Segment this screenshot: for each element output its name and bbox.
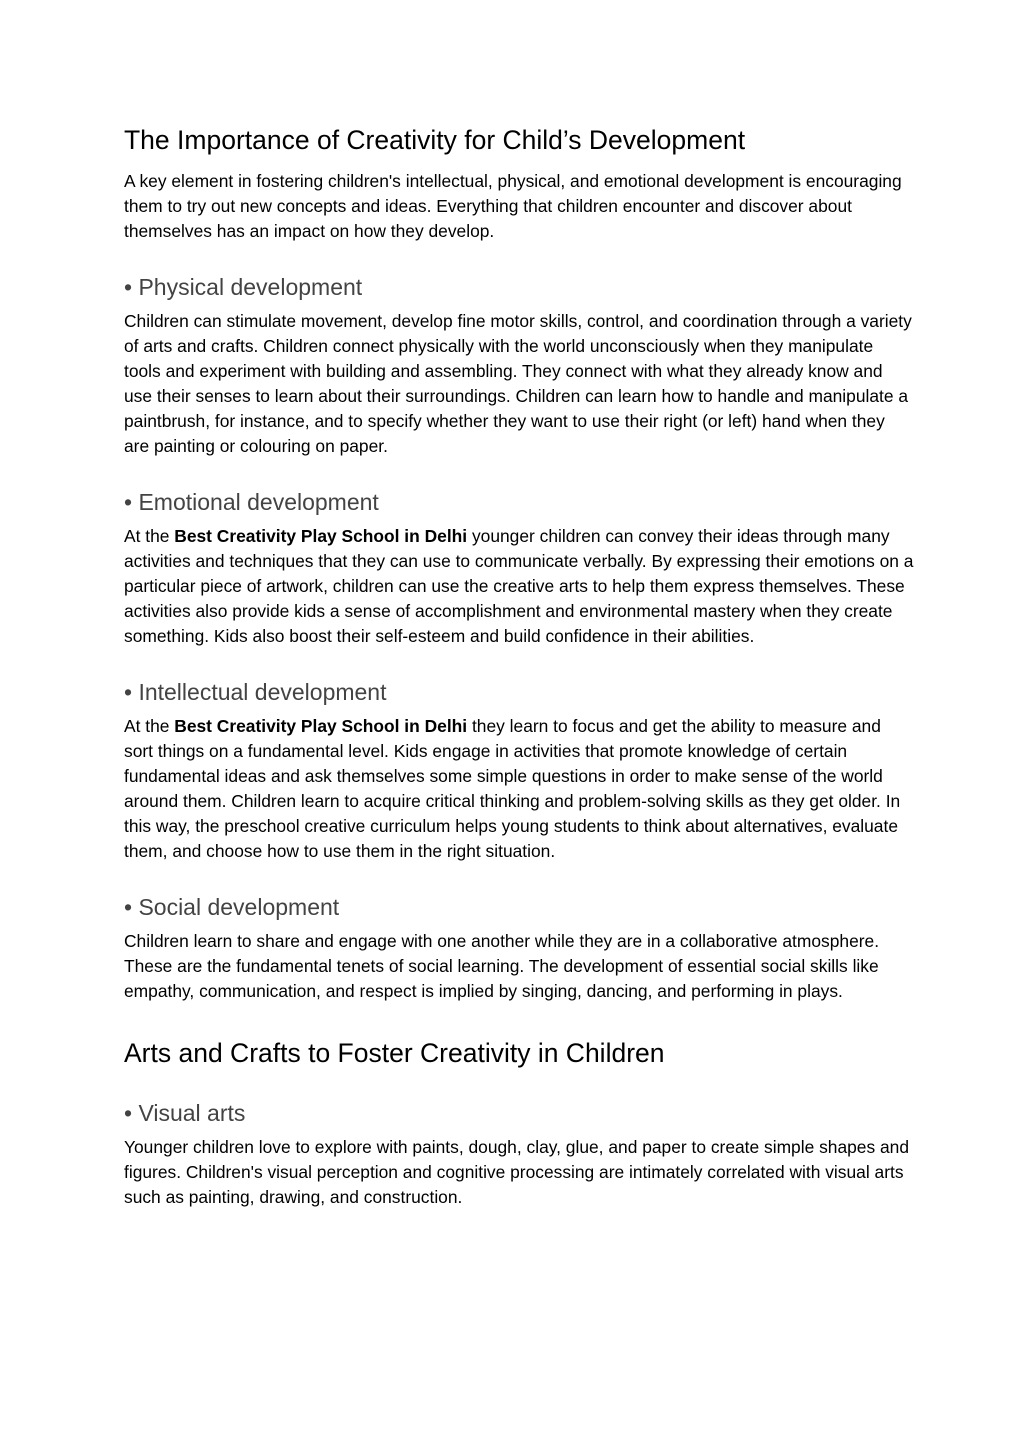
emotional-prefix: At the	[124, 526, 175, 546]
emotional-development-paragraph	[124, 524, 914, 649]
document-page	[124, 124, 914, 1210]
emotional-development-heading: • Emotional development	[124, 489, 379, 515]
intellectual-development-paragraph	[124, 714, 914, 864]
intellectual-development-heading: • Intellectual development	[124, 679, 387, 705]
visual-arts-heading: • Visual arts	[124, 1100, 246, 1126]
page-title: The Importance of Creativity for Child’s Development	[124, 125, 746, 155]
emotional-body: younger children can convey their ideas through many activities and techniques that they can use to communicate verbally. By expressing their emotions on a particular piece of artwork, children can use the creative arts to help them express themselves. These activities also provide kids a sense of accomplishment and environmental mastery when they create something. Kids also boost their self-esteem and build confidence in their abilities.	[124, 526, 914, 646]
visual-arts-paragraph: Younger children love to explore with paints, dough, clay, glue, and paper to create simple shapes and figures. Children's visual perception and cognitive processing are intimately correlated with visual arts such as painting, drawing, and construction.	[124, 1137, 910, 1207]
intellectual-prefix: At the	[124, 716, 175, 736]
intro-paragraph: A key element in fostering children's intellectual, physical, and emotional development is encouraging them to try out new concepts and ideas. Everything that children encounter and discover about themselves has an impact on how they develop.	[124, 171, 902, 241]
school-name-bold: Best Creativity Play School in Delhi	[174, 526, 468, 546]
physical-development-heading: • Physical development	[124, 274, 363, 300]
social-development-heading: • Social development	[124, 894, 340, 920]
social-development-paragraph: Children learn to share and engage with one another while they are in a collaborative atmosphere. These are the fundamental tenets of social learning. The development of essential social skills like empathy, communication, and respect is implied by singing, dancing, and performing in plays.	[124, 931, 880, 1001]
school-name-bold: Best Creativity Play School in Delhi	[174, 716, 468, 736]
intellectual-body: they learn to focus and get the ability to measure and sort things on a fundamental level. Kids engage in activities that promote knowledge of certain fundamental ideas and ask themselves some simple questions in order to make sense of the world around them. Children learn to acquire critical thinking and problem-solving skills as they get older. In this way, the preschool creative curriculum helps young students to think about alternatives, evaluate them, and choose how to use them in the right situation.	[124, 716, 901, 861]
section-title-arts-crafts: Arts and Crafts to Foster Creativity in Children	[124, 1038, 665, 1068]
physical-development-paragraph: Children can stimulate movement, develop fine motor skills, control, and coordination through a variety of arts and crafts. Children connect physically with the world unconsciously when they manipulate tools and experiment with building and assembling. They connect with what they already know and use their senses to learn about their surroundings. Children can learn how to handle and manipulate a paintbrush, for instance, and to specify whether they want to use their right (or left) hand when they are painting or colouring on paper.	[124, 311, 912, 456]
